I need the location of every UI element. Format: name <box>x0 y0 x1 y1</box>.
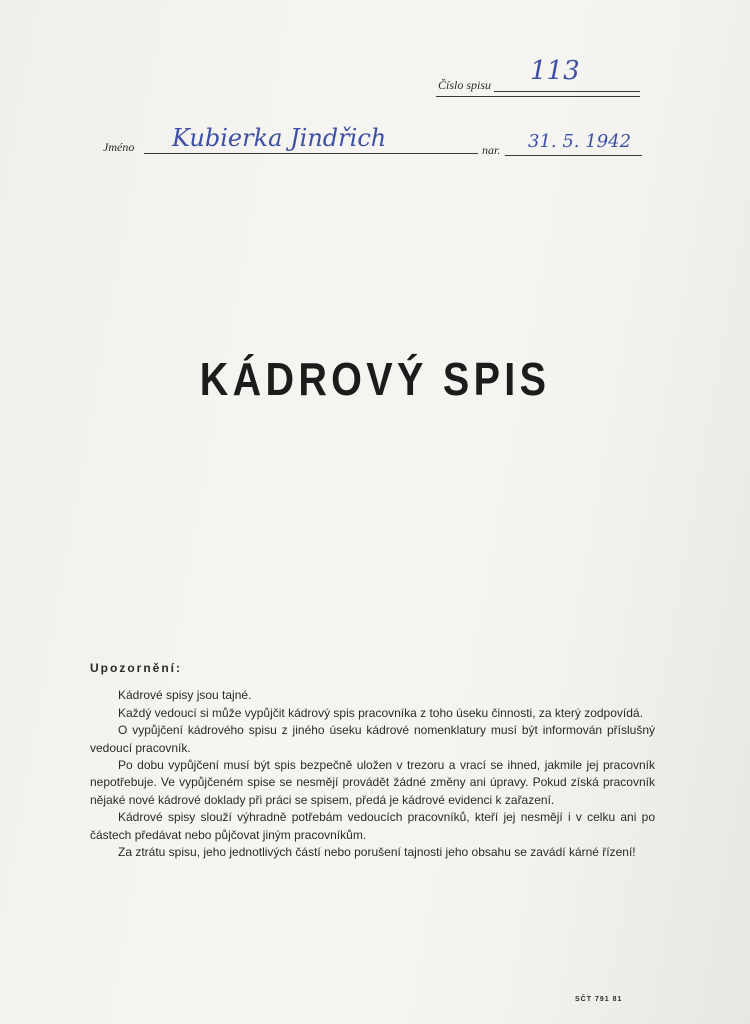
notice-heading: Upozornění: <box>90 661 182 675</box>
notice-section <box>90 660 655 861</box>
notice-paragraph: Za ztrátu spisu, jeho jednotlivých částí nebo porušení tajnosti jeho obsahu se zavádí kárné řízení! <box>118 845 636 860</box>
born-line <box>505 155 642 156</box>
notice-paragraph: Kádrové spisy slouží výhradně potřebám vedoucích pracovníků, kteří jej nesmějí i v celku ani po částech předávat nebo půjčovat jiným pracovníkům. <box>90 810 655 842</box>
notice-paragraph: Kádrové spisy jsou tajné. <box>118 688 252 703</box>
notice-paragraph: O vypůjčení kádrového spisu z jiného úseku kádrové nomenklatury musí být informován příslušný vedoucí pracovník. <box>90 723 655 755</box>
name-line <box>144 153 478 154</box>
born-value: 31. 5. 1942 <box>528 131 632 152</box>
name-label: Jméno <box>103 140 135 154</box>
document-title: KÁDROVÝ SPIS <box>199 353 551 405</box>
born-label: nar. <box>482 143 501 157</box>
notice-paragraph: Po dobu vypůjčení musí být spis bezpečně uložen v trezoru a vrací se ihned, jakmile jej pracovník nepotřebuje. Ve vypůjčeném spise se nesmějí provádět žádné změny ani úpravy. Pokud získá pracovník nějaké nové kádrové doklady při práci se spisem, předá je kádrové evidenci k zařazení. <box>90 758 655 807</box>
form-code: SČT 791 81 <box>575 996 623 1003</box>
file-number-label: Číslo spisu <box>438 78 492 92</box>
name-value: Kubierka Jindřich <box>172 124 387 152</box>
file-number-value: 113 <box>530 56 580 86</box>
file-number-underline <box>436 96 640 97</box>
file-number-line <box>494 91 640 92</box>
notice-paragraph: Každý vedoucí si může vypůjčit kádrový spis pracovníka z toho úseku činnosti, za který zodpovídá. <box>118 705 643 720</box>
